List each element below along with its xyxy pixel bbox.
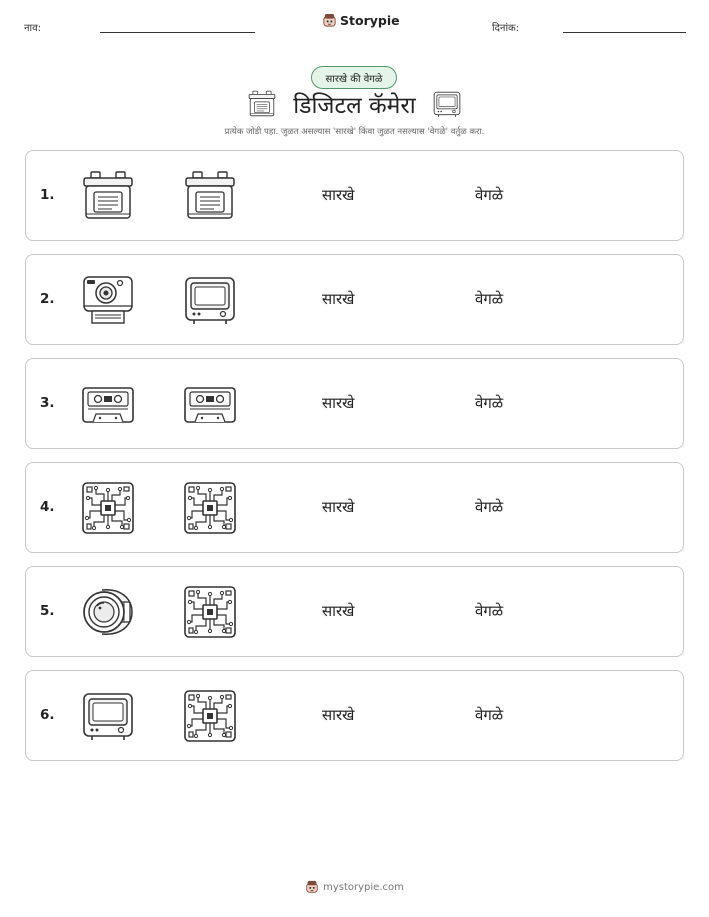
circuit-chip-icon [182, 584, 238, 640]
battery-icon [182, 168, 238, 224]
circuit-chip-icon [80, 480, 136, 536]
question-row [25, 254, 684, 345]
footer [0, 880, 709, 894]
question-row [25, 566, 684, 657]
same-option[interactable]: सारखे [322, 602, 355, 620]
same-option[interactable]: सारखे [322, 290, 355, 308]
circuit-chip-icon [182, 688, 238, 744]
same-option[interactable]: सारखे [322, 706, 355, 724]
same-option[interactable]: सारखे [322, 394, 355, 412]
different-option[interactable]: वेगळे [475, 498, 504, 516]
different-option[interactable]: वेगळे [475, 602, 504, 620]
date-label: दिनांक: [492, 23, 520, 34]
cassette-tape-icon [182, 376, 238, 432]
circuit-chip-icon [182, 480, 238, 536]
question-number: 6. [40, 707, 55, 723]
brand-logo [322, 13, 400, 28]
date-line[interactable] [563, 32, 686, 33]
footer-url[interactable]: mystorypie.com [323, 881, 404, 893]
different-option[interactable]: वेगळे [475, 706, 504, 724]
page-title: डिजिटल कॅमेरा [293, 93, 416, 119]
instructions: प्रत्येक जोडी पहा. जुळत असल्यास 'सारखे' किंवा जुळत नसल्यास 'वेगळे' वर्तुळ करा. [224, 127, 485, 137]
activity-badge: सारखे की वेगळे [311, 66, 397, 89]
name-label: नाव: [24, 23, 42, 34]
retro-tv-icon [432, 89, 462, 119]
same-option[interactable]: सारखे [322, 498, 355, 516]
different-option[interactable]: वेगळे [475, 290, 504, 308]
battery-icon [80, 168, 136, 224]
question-number: 5. [40, 603, 55, 619]
different-option[interactable]: वेगळे [475, 186, 504, 204]
different-option[interactable]: वेगळे [475, 394, 504, 412]
retro-tv-icon [80, 688, 136, 744]
question-row [25, 150, 684, 241]
camera-lens-icon [80, 584, 136, 640]
question-number: 1. [40, 187, 55, 203]
title-row [0, 88, 709, 120]
retro-tv-icon [182, 272, 238, 328]
question-row [25, 462, 684, 553]
question-number: 4. [40, 499, 55, 515]
question-number: 2. [40, 291, 55, 307]
instant-camera-icon [80, 272, 136, 328]
question-number: 3. [40, 395, 55, 411]
question-row [25, 358, 684, 449]
name-line[interactable] [100, 32, 255, 33]
storypie-logo-icon [305, 880, 319, 894]
cassette-tape-icon [80, 376, 136, 432]
question-row [25, 670, 684, 761]
same-option[interactable]: सारखे [322, 186, 355, 204]
battery-icon [247, 89, 277, 119]
brand-name: Storypie [340, 13, 400, 28]
storypie-logo-icon [322, 13, 337, 28]
